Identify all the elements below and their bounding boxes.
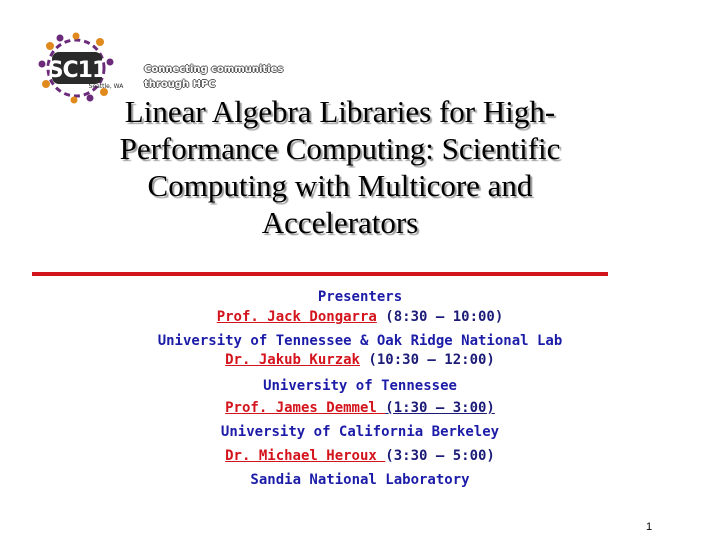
- presenter-name[interactable]: Prof. Jack Dongarra: [216, 309, 377, 325]
- presenter-time: (1:30 – 3:00): [385, 400, 495, 416]
- presenter-name[interactable]: Dr. Jakub Kurzak: [225, 352, 360, 368]
- presenter-name[interactable]: Prof. James Demmel: [225, 400, 386, 416]
- slide-title: Linear Algebra Libraries for High-Performance Computing: Scientific Computing with Multicore and Accelerators: [119, 94, 561, 240]
- presenter-name[interactable]: Dr. Michael Heroux: [225, 448, 386, 464]
- presenter-time: (10:30 – 12:00): [368, 352, 495, 368]
- presenter-affiliation: University of Tennessee & Oak Ridge National Lab: [157, 333, 563, 349]
- logo-location: Seattle, WA: [88, 83, 124, 90]
- logo-tagline: Connecting communities through HPC: [144, 64, 284, 90]
- presenter-time: (8:30 – 10:00): [385, 309, 504, 325]
- presenter-line: [0, 396, 720, 420]
- presenter-affiliation: Sandia National Laboratory: [250, 472, 470, 488]
- title-divider: [32, 272, 608, 276]
- presenter-line: [0, 350, 720, 370]
- presenter-line: [0, 444, 720, 468]
- presenters-heading: Presenters: [317, 289, 403, 305]
- presenters-block: [0, 288, 720, 492]
- presenter-affiliation: University of Tennessee: [263, 378, 457, 394]
- slide-number: 1: [646, 521, 653, 533]
- presenter-time: (3:30 – 5:00): [385, 448, 495, 464]
- presenter-affiliation: University of California Berkeley: [220, 424, 500, 440]
- presenter-line: [0, 306, 720, 328]
- logo-text: SC11: [47, 58, 107, 83]
